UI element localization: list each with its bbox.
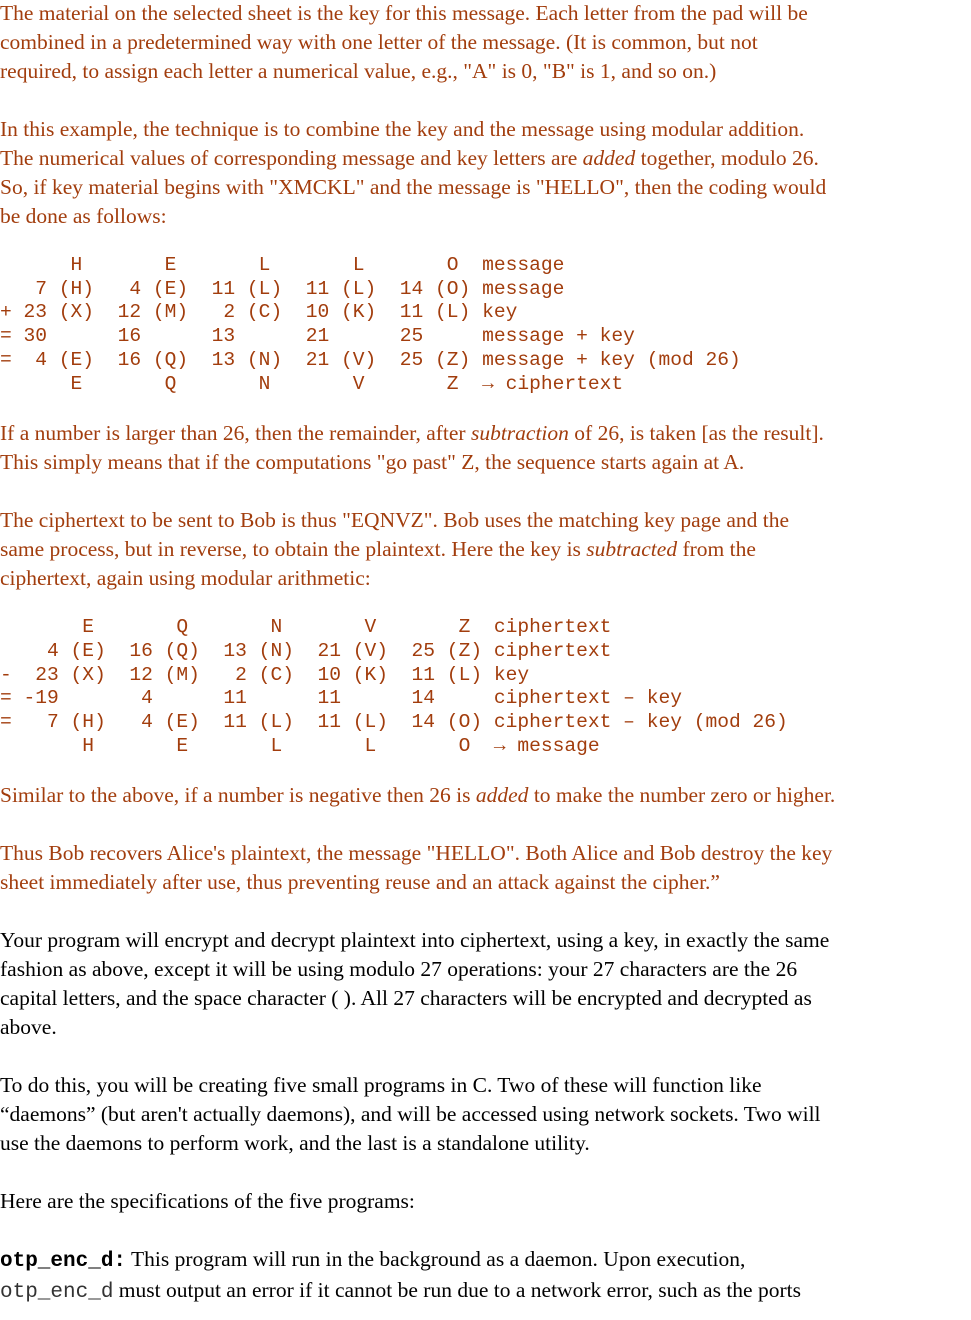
text-run: from the (677, 537, 756, 562)
table-row: = 7 (H) 4 (E) 11 (L) 11 (L) 14 (O) ciphertext – key (mod 26) (0, 711, 788, 734)
text-line (0, 1276, 971, 1307)
text-line: The ciphertext to be sent to Bob is thus "EQNVZ". Bob uses the matching key page and the (0, 508, 790, 533)
text-line (0, 781, 971, 810)
text-line: The material on the selected sheet is the key for this message. Each letter from the pad will be (0, 1, 808, 25)
quote-paragraph-key-material (0, 0, 971, 86)
text-run: The numerical values of corresponding message and key letters are (0, 146, 583, 170)
quote-paragraph-modular-addition (0, 115, 971, 231)
text-line: ciphertext, again using modular arithmetic: (0, 566, 371, 591)
text-run: together, modulo 26. (635, 146, 819, 170)
table-row: E Q N V Z → ciphertext (0, 372, 624, 395)
inline-code: otp_enc_d (0, 1281, 114, 1305)
quote-paragraph-negative (0, 781, 971, 810)
emphasis-subtraction: subtraction (470, 421, 569, 446)
decryption-table (0, 616, 971, 758)
text-line: above. (0, 1015, 57, 1040)
text-line: use the daemons to perform work, and the last is a standalone utility. (0, 1131, 590, 1156)
text-run: This program will run in the background as a daemon. Upon execution, (126, 1247, 746, 1272)
text-line: Here are the specifications of the five programs: (0, 1189, 415, 1214)
quote-paragraph-ciphertext-to-bob (0, 506, 971, 593)
text-line: “daemons” (but aren't actually daemons), and will be accessed using network sockets. Two will (0, 1102, 821, 1127)
table-row: = 30 16 13 21 25 message + key (0, 325, 635, 348)
text-run: of 26, is taken [as the result]. (568, 421, 824, 446)
paragraph-otp-enc-d (0, 1245, 971, 1307)
table-row: = 4 (E) 16 (Q) 13 (N) 21 (V) 25 (Z) message + key (mod 26) (0, 348, 741, 371)
text-run: to make the number zero or higher. (528, 783, 836, 808)
table-row: E Q N V Z ciphertext (0, 616, 612, 639)
table-row: 7 (H) 4 (E) 11 (L) 11 (L) 14 (O) message (0, 277, 565, 300)
text-line: This simply means that if the computations "go past" Z, the sequence starts again at A. (0, 450, 745, 475)
table-row: H E L L O → message (0, 734, 600, 757)
paragraph-modulo-27 (0, 926, 971, 1042)
text-line: sheet immediately after use, thus preventing reuse and an attack against the cipher.” (0, 870, 720, 895)
text-line: To do this, you will be creating five small programs in C. Two of these will function like (0, 1073, 762, 1098)
text-line (0, 144, 971, 173)
emphasis-added: added (582, 146, 636, 170)
table-row: = -19 4 11 11 14 ciphertext – key (0, 687, 682, 710)
text-line (0, 535, 971, 564)
text-line: combined in a predetermined way with one letter of the message. (It is common, but not (0, 30, 758, 54)
text-run: same process, but in reverse, to obtain the plaintext. Here the key is (0, 537, 587, 562)
quote-paragraph-subtraction (0, 419, 971, 477)
table-row: H E L L O message (0, 254, 565, 276)
emphasis-subtracted: subtracted (586, 537, 678, 562)
text-line: fashion as above, except it will be using modulo 27 operations: your 27 characters are the 26 (0, 957, 798, 982)
text-line: be done as follows: (0, 204, 167, 228)
text-run: If a number is larger than 26, then the remainder, after (0, 421, 471, 446)
text-line: capital letters, and the space character ( ). All 27 characters will be encrypted and decrypted as (0, 986, 812, 1011)
quote-paragraph-bob-recovers (0, 839, 971, 897)
text-line: Your program will encrypt and decrypt plaintext into ciphertext, using a key, in exactly the same (0, 928, 830, 953)
encryption-table (0, 254, 971, 396)
text-line: In this example, the technique is to combine the key and the message using modular addition. (0, 117, 805, 141)
text-line (0, 1245, 971, 1276)
table-row: + 23 (X) 12 (M) 2 (C) 10 (K) 11 (L) key (0, 301, 518, 324)
text-run: Similar to the above, if a number is negative then 26 is (0, 783, 476, 808)
table-row: - 23 (X) 12 (M) 2 (C) 10 (K) 11 (L) key (0, 663, 530, 686)
table-row: 4 (E) 16 (Q) 13 (N) 21 (V) 25 (Z) ciphertext (0, 639, 612, 662)
text-run: must output an error if it cannot be run due to a network error, such as the ports (113, 1278, 801, 1303)
paragraph-five-programs (0, 1071, 971, 1158)
paragraph-specifications-intro (0, 1187, 971, 1216)
text-line (0, 419, 971, 448)
program-name-term: otp_enc_d: (0, 1250, 127, 1274)
text-line: required, to assign each letter a numerical value, e.g., "A" is 0, "B" is 1, and so on.) (0, 59, 717, 83)
text-line: So, if key material begins with "XMCKL" and the message is "HELLO", then the coding would (0, 175, 827, 199)
text-line: Thus Bob recovers Alice's plaintext, the message "HELLO". Both Alice and Bob destroy the key (0, 841, 833, 866)
emphasis-added: added (475, 783, 529, 808)
